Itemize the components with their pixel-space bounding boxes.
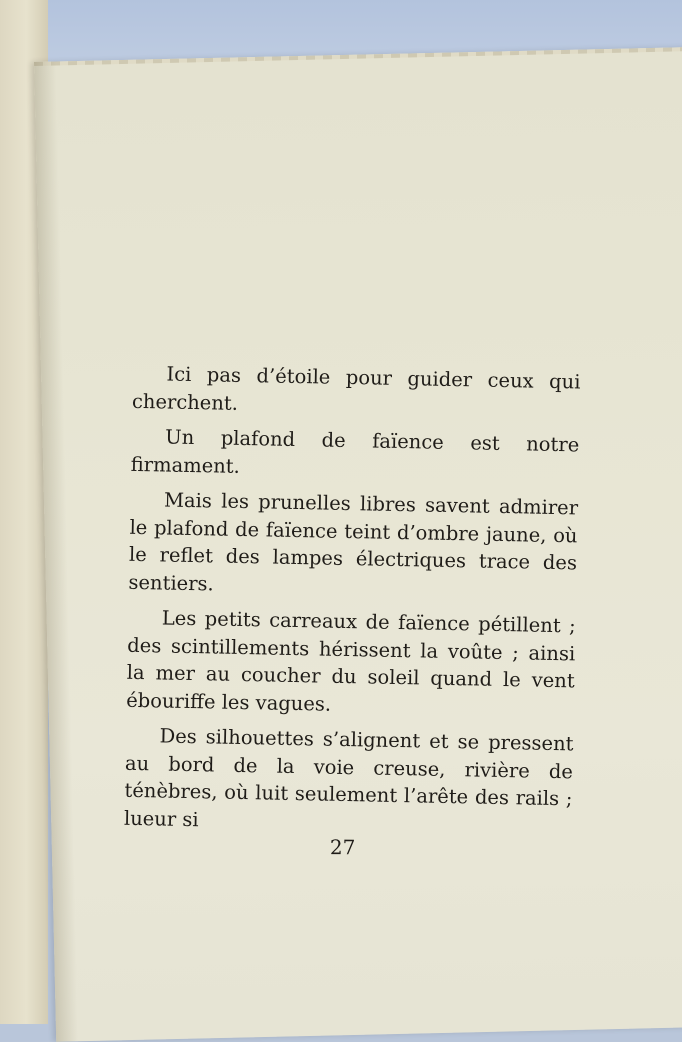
paragraph-1: Ici pas d’étoile pour guider ceux qui cherchent. (131, 362, 581, 415)
paragraph-2: Un plafond de faïence est notre firmament. (130, 425, 580, 478)
book-page (34, 47, 682, 1042)
paragraph-3: Mais les prunelles libres savent admirer le plafond de faïence teint d’ombre jaune, où le reflet des lampes électriques trace des sentiers. (128, 488, 579, 595)
paragraph-4: Les petits carreaux de faïence pétillent ; des scintillements hérissent la voûte ; ainsi la mer au coucher du soleil quand le vent ébouriffe les vagues. (126, 606, 576, 716)
page-number: 27 (329, 835, 356, 860)
paragraph-5: Des silhouettes s’alignent et se pressent au bord de la voie creuse, rivière de ténèbres, où luit seulement l’arête des rails ; lueur si (123, 724, 574, 831)
body-text (124, 360, 581, 849)
